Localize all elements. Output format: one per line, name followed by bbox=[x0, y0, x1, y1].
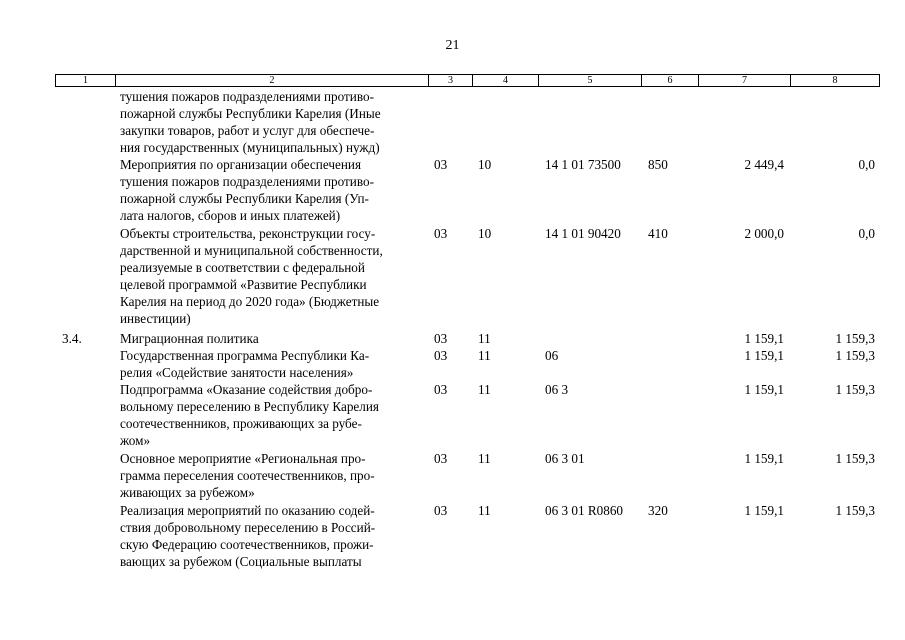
description-line: Миграционная политика bbox=[120, 331, 259, 346]
section-code: 03 bbox=[434, 451, 448, 466]
column-header-2: 2 bbox=[116, 75, 429, 86]
description-line: целевой программой «Развитие Республики bbox=[120, 277, 367, 292]
column-header-3: 3 bbox=[429, 75, 473, 86]
row-description bbox=[120, 88, 425, 156]
table-header bbox=[55, 74, 880, 87]
description-line: соотечественников, проживающих за рубе- bbox=[120, 416, 362, 431]
row-number: 3.4. bbox=[62, 331, 82, 346]
description-line: тушения пожаров подразделениями противо- bbox=[120, 89, 374, 104]
description-line: лата налогов, сборов и иных платежей) bbox=[120, 208, 341, 223]
subsection-code: 11 bbox=[478, 451, 491, 466]
subsection-code: 11 bbox=[478, 382, 491, 397]
section-code: 03 bbox=[434, 226, 448, 241]
amount-column-7: 2 000,0 bbox=[744, 226, 784, 241]
description-line: релия «Содействие занятости населения» bbox=[120, 365, 354, 380]
row-description bbox=[120, 330, 425, 347]
amount-column-8: 1 159,3 bbox=[835, 451, 875, 466]
description-line: скую Федерацию соотечественников, прожи- bbox=[120, 537, 374, 552]
amount-column-7: 1 159,1 bbox=[744, 348, 784, 363]
column-header-4: 4 bbox=[473, 75, 539, 86]
description-line: вольному переселению в Республику Карелия bbox=[120, 399, 379, 414]
section-code: 03 bbox=[434, 157, 448, 172]
section-code: 03 bbox=[434, 348, 448, 363]
description-line: Реализация мероприятий по оказанию содей- bbox=[120, 503, 375, 518]
description-line: Основное мероприятие «Региональная про- bbox=[120, 451, 366, 466]
column-header-1: 1 bbox=[56, 75, 116, 86]
amount-column-7: 1 159,1 bbox=[744, 503, 784, 518]
subsection-code: 11 bbox=[478, 348, 491, 363]
target-article-code: 06 3 01 R0860 bbox=[545, 503, 624, 518]
description-line: ствия добровольному переселению в Россий- bbox=[120, 520, 376, 535]
description-line: вающих за рубежом (Социальные выплаты bbox=[120, 554, 362, 569]
row-description bbox=[120, 502, 425, 570]
row-description bbox=[120, 381, 425, 449]
amount-column-7: 1 159,1 bbox=[744, 451, 784, 466]
amount-column-8: 1 159,3 bbox=[835, 382, 875, 397]
description-line: инвестиции) bbox=[120, 311, 191, 326]
amount-column-7: 1 159,1 bbox=[744, 382, 784, 397]
description-line: реализуемые в соответствии с федеральной bbox=[120, 260, 365, 275]
amount-column-8: 1 159,3 bbox=[835, 503, 875, 518]
expense-type-code: 320 bbox=[648, 503, 668, 518]
description-line: тушения пожаров подразделениями противо- bbox=[120, 174, 374, 189]
row-description bbox=[120, 347, 425, 381]
amount-column-8: 0,0 bbox=[858, 226, 875, 241]
description-line: Подпрограмма «Оказание содействия добро- bbox=[120, 382, 373, 397]
column-header-7: 7 bbox=[699, 75, 791, 86]
description-line: живающих за рубежом» bbox=[120, 485, 255, 500]
description-line: грамма переселения соотечественников, про- bbox=[120, 468, 375, 483]
page-number: 21 bbox=[445, 38, 460, 53]
row-description bbox=[120, 156, 425, 224]
row-description bbox=[120, 450, 425, 501]
amount-column-7: 2 449,4 bbox=[744, 157, 784, 172]
description-line: Объекты строительства, реконструкции госу- bbox=[120, 226, 376, 241]
target-article-code: 06 3 bbox=[545, 382, 569, 397]
description-line: жом» bbox=[120, 433, 151, 448]
expense-type-code: 410 bbox=[648, 226, 668, 241]
amount-column-8: 1 159,3 bbox=[835, 331, 875, 346]
target-article-code: 14 1 01 90420 bbox=[545, 226, 621, 241]
subsection-code: 10 bbox=[478, 226, 492, 241]
column-header-6: 6 bbox=[642, 75, 699, 86]
description-line: пожарной службы Республики Карелия (Иные bbox=[120, 106, 381, 121]
amount-column-8: 1 159,3 bbox=[835, 348, 875, 363]
column-header-5: 5 bbox=[539, 75, 642, 86]
column-header-8: 8 bbox=[832, 75, 838, 86]
description-line: Мероприятия по организации обеспечения bbox=[120, 157, 362, 172]
amount-column-8: 0,0 bbox=[858, 157, 875, 172]
description-line: закупки товаров, работ и услуг для обеспече- bbox=[120, 123, 375, 138]
amount-column-7: 1 159,1 bbox=[744, 331, 784, 346]
row-description bbox=[120, 225, 425, 327]
section-code: 03 bbox=[434, 382, 448, 397]
section-code: 03 bbox=[434, 331, 448, 346]
description-line: дарственной и муниципальной собственности, bbox=[120, 243, 383, 258]
description-line: Карелия на период до 2020 года» (Бюджетные bbox=[120, 294, 380, 309]
subsection-code: 11 bbox=[478, 503, 491, 518]
section-code: 03 bbox=[434, 503, 448, 518]
subsection-code: 10 bbox=[478, 157, 492, 172]
description-line: пожарной службы Республики Карелия (Уп- bbox=[120, 191, 369, 206]
description-line: ния государственных (муниципальных) нужд) bbox=[120, 140, 380, 155]
target-article-code: 06 bbox=[545, 348, 559, 363]
description-line: Государственная программа Республики Ка- bbox=[120, 348, 370, 363]
target-article-code: 06 3 01 bbox=[545, 451, 585, 466]
expense-type-code: 850 bbox=[648, 157, 668, 172]
target-article-code: 14 1 01 73500 bbox=[545, 157, 621, 172]
subsection-code: 11 bbox=[478, 331, 491, 346]
